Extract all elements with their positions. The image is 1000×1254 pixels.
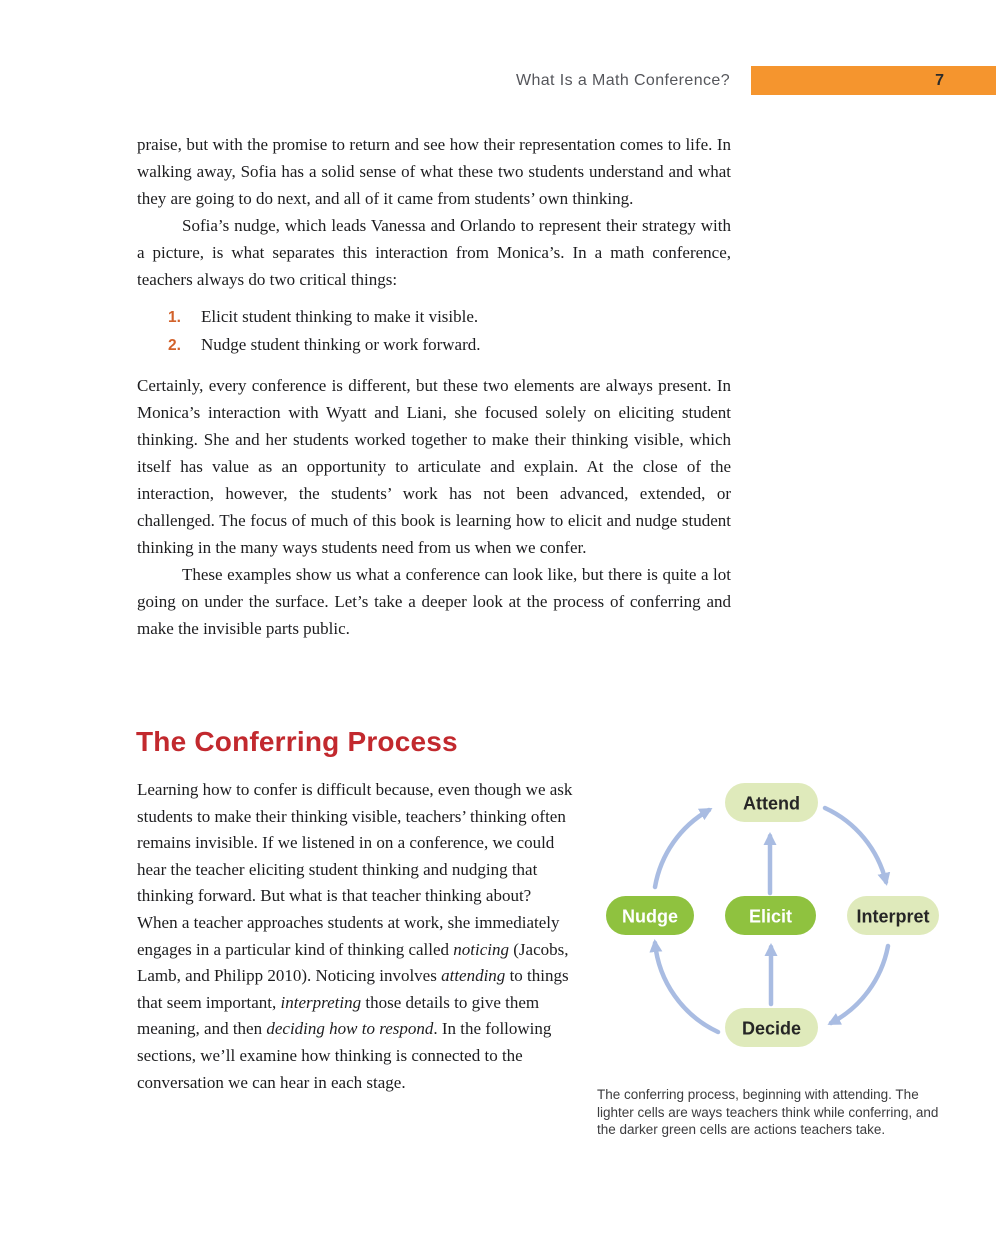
paragraph-4: These examples show us what a conference can look like, but there is quite a lot going on under the surface. Let’s take a deeper look at the process of conferring and make the invisible parts public. — [137, 565, 731, 638]
attend-label: Attend — [743, 793, 800, 814]
section-heading: The Conferring Process — [136, 726, 458, 757]
paragraph-3: Certainly, every conference is different, but these two elements are always present. In Monica’s interaction with Wyatt and Liani, she focused solely on eliciting student thinking. She and her students worked together to make their thinking visible, which itself has value as an opportunity to articulate and explain. At the close of the interaction, however, the students’ work has not been advanced, extended, or challenged. The focus of much of this book is learning how to elicit and nudge student thinking in the many ways students need from us when we confer. — [137, 376, 731, 557]
arrow-decide-to-nudge — [655, 943, 718, 1032]
paragraph-2: Sofia’s nudge, which leads Vanessa and Orlando to represent their strategy with a picture, is what separates this interaction from Monica’s. In a math conference, teachers always do two critical things: — [137, 216, 731, 289]
node-decide — [725, 1008, 818, 1047]
nudge-label: Nudge — [622, 906, 678, 927]
list-number: 2. — [168, 337, 181, 354]
page-number: 7 — [935, 71, 944, 89]
page-number-bar — [751, 66, 996, 95]
conferring-cycle-diagram — [597, 776, 992, 1069]
list-item-text: Elicit student thinking to make it visible. — [201, 307, 479, 326]
figure-caption: The conferring process, beginning with attending. The lighter cells are ways teachers think while conferring, and the darker green cells are actions teachers take. — [597, 1087, 939, 1137]
arrow-interpret-to-decide — [831, 946, 888, 1023]
interpret-label: Interpret — [856, 906, 930, 927]
node-elicit — [725, 896, 816, 935]
running-head: What Is a Math Conference? — [515, 72, 730, 89]
node-attend — [725, 783, 818, 822]
elicit-label: Elicit — [748, 906, 793, 927]
list-number: 1. — [168, 309, 181, 326]
numbered-list — [137, 303, 731, 359]
node-nudge — [606, 896, 694, 935]
paragraph-1: praise, but with the promise to return and see how their representation comes to life. In walking away, Sofia has a solid sense of what these two students understand and what they are going to do next, and all of it came from students’ own thinking. — [137, 135, 731, 208]
section-body-text: Learning how to confer is difficult because, even though we ask students to make their thinking visible, teachers’ thinking often remains invisible. If we listened in on a conference, we could hear the teacher eliciting student thinking and nudging that thinking forward. But what is that teacher thinking about? When a teacher approaches students at work, she immediately engages in a particular kind of thinking called noticing (Jacobs, Lamb, and Philipp 2010). Noticing involves attending to things that seem important, interpreting those details to give them meaning, and then deciding how to respond. In the following sections, we’ll examine how thinking is connected to the conversation we can hear in each stage. — [137, 780, 573, 1092]
list-item — [137, 303, 731, 331]
arrow-nudge-to-attend — [655, 810, 709, 887]
list-item — [137, 331, 731, 359]
list-item-text: Nudge student thinking or work forward. — [201, 335, 481, 354]
main-text-column — [137, 131, 731, 642]
decide-label: Decide — [741, 1018, 802, 1039]
arrow-attend-to-interpret — [825, 808, 886, 882]
node-interpret — [847, 896, 939, 935]
conferring-cycle-figure — [597, 776, 992, 1069]
